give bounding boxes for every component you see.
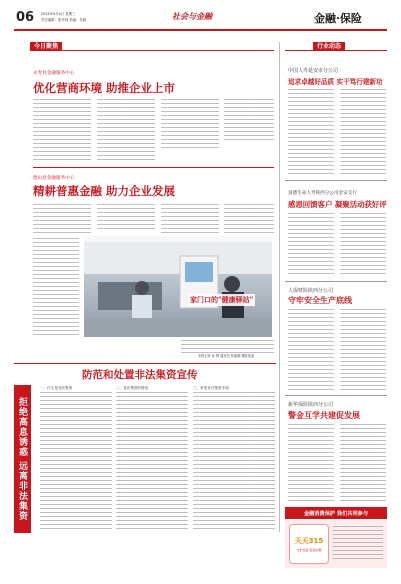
article-3-title: 防范和处置非法集资宣传	[82, 369, 198, 381]
article-2-col-3	[161, 204, 219, 234]
logo-subtext: 守护权益 促进消费	[296, 548, 322, 552]
right-article-2-title: 感恩回馈客户 凝聚活动获好评	[288, 200, 387, 209]
right-article-1-title: 追求卓越好品质 实干笃行建新功	[288, 78, 383, 86]
photo-credit: 本报记者 孙 辉 通讯员 张丽娜 摄影报道	[198, 354, 255, 358]
article-3-col-1	[40, 392, 112, 532]
page-number: 06	[16, 10, 35, 25]
date-line: 2024年9月4日 星期三	[41, 12, 76, 16]
article-3-col-2	[116, 392, 188, 532]
bottom-banner-body	[285, 520, 387, 568]
right-article-2-bottom-rule	[285, 281, 387, 282]
right-article-1-kicker: 中国人寿延安市分公司	[288, 68, 339, 74]
article-2-title: 精耕普惠金融 助力企业发展	[33, 184, 176, 198]
right-article-3-col-1	[288, 309, 334, 391]
right-article-3-kicker: 人保财险陕西分公司	[288, 288, 334, 294]
article-1-col-4	[224, 99, 274, 143]
right-article-4-title: 警金互学共建促发展	[288, 410, 360, 420]
right-article-3-col-2	[340, 309, 386, 391]
bottom-banner	[285, 507, 387, 519]
banner-text	[333, 526, 383, 562]
right-section-tag: 行业动态	[313, 42, 345, 51]
right-section-rule	[285, 50, 387, 51]
right-article-4-col-2	[340, 424, 386, 502]
right-article-2-kicker: 富德生命人寿陕西分公司金安支行	[288, 191, 357, 196]
right-article-2-col-2	[340, 213, 386, 277]
article-1-bottom-rule	[33, 167, 274, 168]
article-1-col-2	[97, 99, 155, 161]
logo-badge	[289, 524, 329, 564]
right-article-1-bottom-rule	[285, 180, 387, 181]
left-section-rule	[30, 50, 274, 51]
right-article-1-col-2	[340, 89, 386, 175]
column-divider	[279, 42, 280, 532]
right-article-2-col-1	[288, 213, 334, 277]
article-3-top-rule	[14, 363, 276, 364]
article-2-kicker: 德山县金融服务中心	[33, 176, 75, 181]
article-2-col-1b	[33, 238, 79, 338]
right-article-3-title: 守牢安全生产底线	[288, 295, 352, 305]
left-section-tag: 今日聚焦	[30, 42, 62, 51]
news-photo	[84, 236, 272, 337]
photo-scene-illustration	[84, 236, 272, 337]
article-3-subhead-1: 一、什么是非法集资	[40, 386, 73, 390]
article-1-col-3	[161, 99, 219, 149]
article-2-col-2	[97, 204, 155, 230]
section-name: 金融·保险	[314, 12, 362, 25]
article-1-col-1	[33, 99, 91, 161]
photo-caption-text	[181, 340, 274, 354]
article-2-col-1	[33, 204, 91, 234]
masthead	[0, 0, 401, 36]
masthead-rule	[14, 29, 387, 31]
article-3-subhead-3: 三、常见非法集资手段	[193, 386, 229, 390]
paper-name: 社会与金融	[172, 11, 212, 21]
right-article-4-kicker: 新华保险陕西分公司	[288, 402, 334, 408]
article-3-subhead-2: 二、非法集资的特征	[116, 386, 149, 390]
vertical-banner-text: 拒绝高息诱惑 远离非法集资	[17, 396, 27, 522]
bottom-banner-title: 金融消费保护 我们共同参与	[303, 510, 369, 517]
right-article-1-col-1	[288, 89, 334, 175]
article-2-col-4	[224, 204, 274, 234]
article-1-kicker: 永寿县金融服务中心	[33, 71, 75, 76]
logo-text: 天天315	[294, 537, 324, 545]
article-1-title: 优化营商环境 助推企业上市	[33, 81, 176, 95]
right-article-3-bottom-rule	[285, 395, 387, 396]
article-3-col-3	[193, 392, 275, 532]
editor-line: 责任编辑：张丹林 美编：吴婉	[41, 18, 87, 22]
right-article-4-col-1	[288, 424, 334, 502]
vertical-banner	[14, 385, 31, 533]
photo-overlay-caption: 家门口的"健康驿站"	[190, 295, 254, 304]
